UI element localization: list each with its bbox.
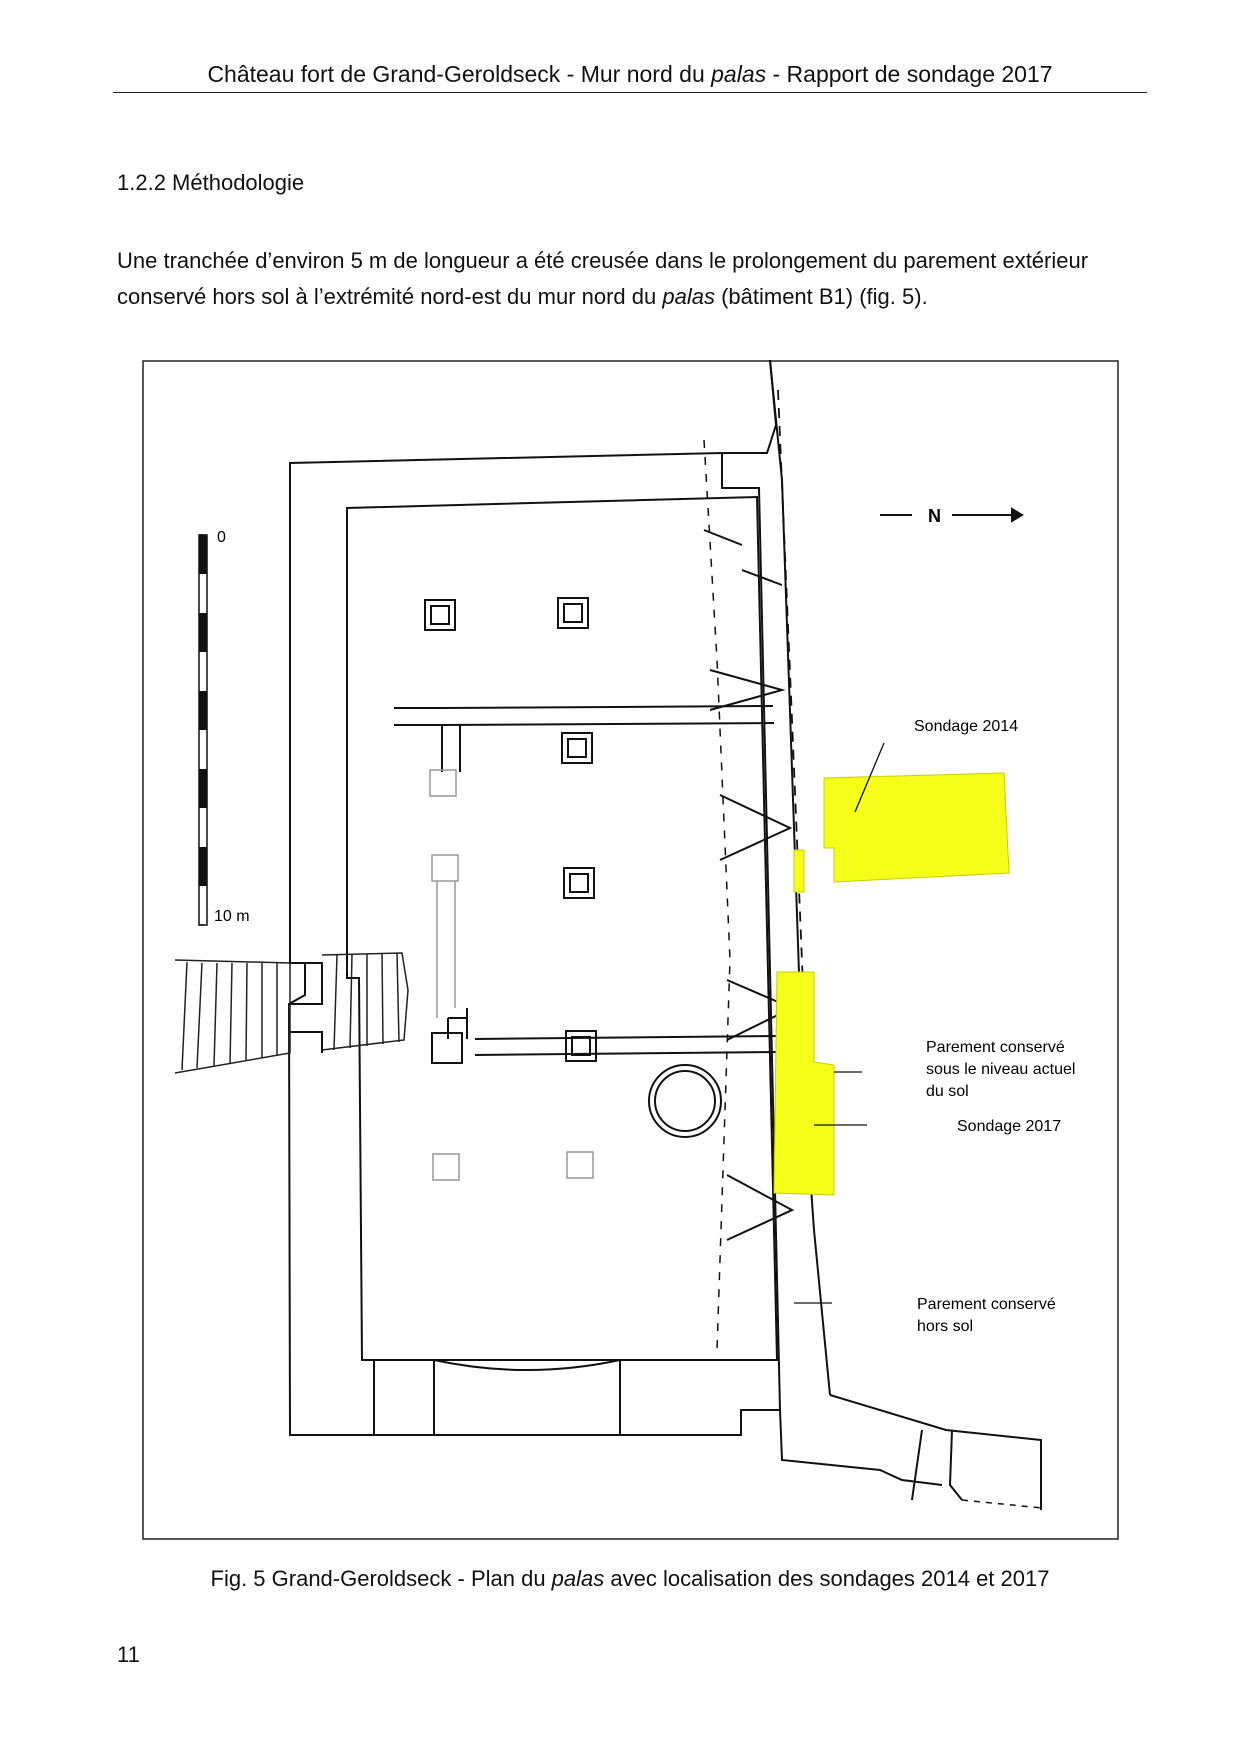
label-parement-hors-sol-2: hors sol — [917, 1318, 974, 1335]
header-text-start: Château fort de Grand-Geroldseck - Mur nord du — [207, 61, 712, 87]
running-header — [113, 58, 1147, 90]
label-parement-sous-sol-2: sous le niveau actuel — [926, 1061, 1076, 1078]
figure-plan — [142, 360, 1119, 1540]
scale-bar — [199, 535, 207, 925]
page-number: 11 — [117, 1642, 140, 1667]
label-parement-hors-sol-1: Parement conservé — [917, 1296, 1056, 1313]
paragraph-text-end: (bâtiment B1) (fig. 5). — [714, 284, 928, 309]
label-sondage-2017: Sondage 2017 — [957, 1118, 1062, 1135]
header-text-italic: palas — [711, 61, 767, 87]
caption-text-start: Fig. 5 Grand-Geroldseck - Plan du — [210, 1566, 552, 1591]
header-rule — [113, 92, 1147, 93]
sondage-2014-edge — [794, 850, 804, 892]
sondage-2014-area — [824, 773, 1009, 882]
label-parement-sous-sol-3: du sol — [926, 1083, 969, 1100]
figure-caption — [113, 1564, 1147, 1594]
paragraph-text-italic: palas — [662, 284, 715, 309]
caption-text-italic: palas — [551, 1566, 605, 1591]
scale-label-bottom: 10 m — [214, 908, 250, 925]
body-paragraph — [117, 243, 1147, 315]
label-parement-sous-sol-1: Parement conservé — [926, 1039, 1065, 1056]
paragraph-text-start: Une tranchée d’environ 5 m de longueur a été creusée dans le prolongement du parement extérieur conservé hors sol à l’extrémité nord-est du mur nord du — [117, 248, 1089, 309]
label-sondage-2014: Sondage 2014 — [914, 718, 1019, 735]
north-symbol: N — [928, 506, 941, 526]
scale-label-top: 0 — [217, 529, 226, 546]
caption-text-end: avec localisation des sondages 2014 et 2017 — [604, 1566, 1050, 1591]
section-title: 1.2.2 Méthodologie — [117, 170, 305, 195]
header-text-end: - Rapport de sondage 2017 — [766, 61, 1053, 87]
